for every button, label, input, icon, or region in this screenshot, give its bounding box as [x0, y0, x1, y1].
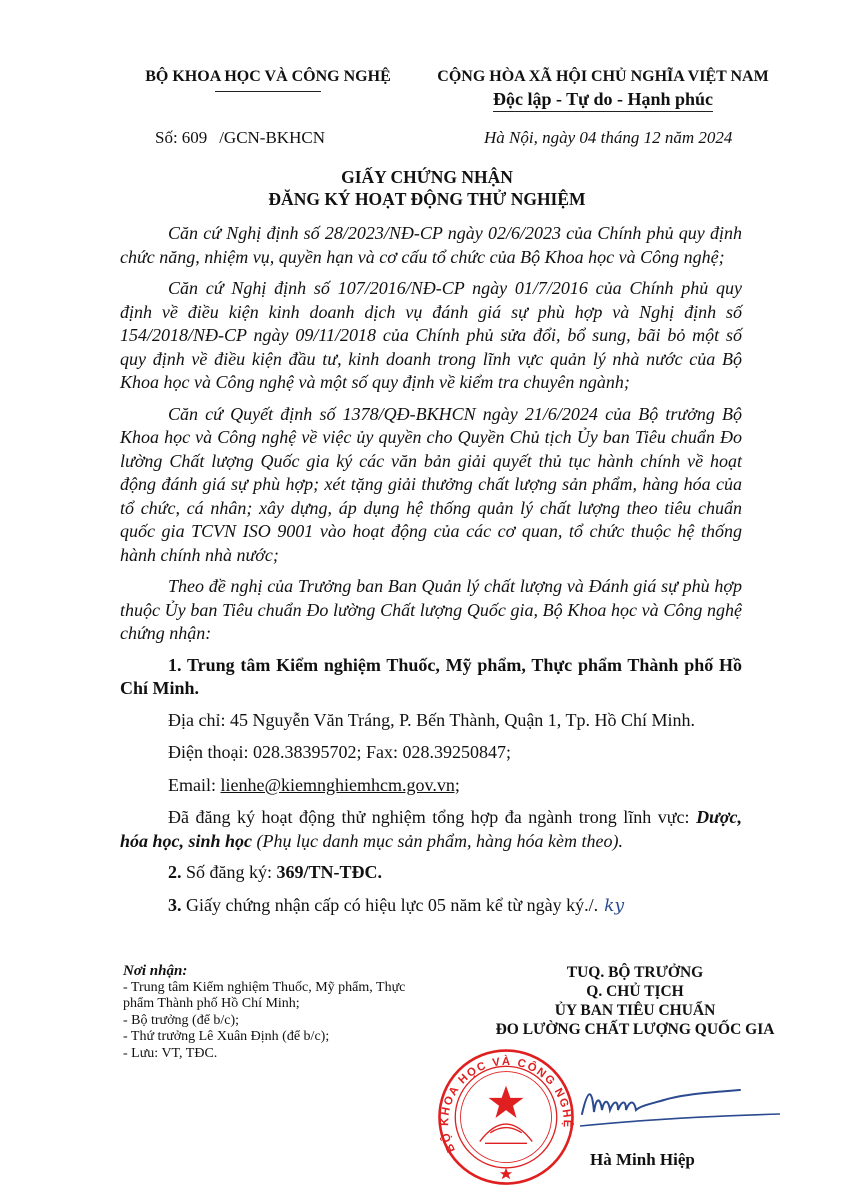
document-title — [100, 166, 754, 210]
organization-phone-fax: Điện thoại: 028.38395702; Fax: 028.39250847; — [168, 742, 511, 762]
reg-number-label: Số đăng ký: — [186, 862, 273, 882]
official-seal — [436, 1045, 576, 1190]
national-header — [418, 68, 788, 112]
place-and-date: Hà Nội, ngày 04 tháng 12 năm 2024 — [484, 128, 733, 147]
scope-text: Đã đăng ký hoạt động thử nghiệm tổng hợp đa ngành trong lĩnh vực: — [168, 807, 690, 827]
recipient-item: - Thứ trưởng Lê Xuân Định (để b/c); — [123, 1029, 330, 1044]
registration-number — [120, 861, 742, 885]
email-label: Email: — [168, 774, 216, 795]
recipients-block — [123, 963, 423, 1062]
email-link[interactable]: lienhe@kiemnghiemhcm.gov.vn; — [220, 774, 460, 795]
organization-address: Địa chỉ: 45 Nguyễn Văn Tráng, P. Bến Thành, Quận 1, Tp. Hồ Chí Minh. — [168, 709, 695, 730]
organization-email — [120, 774, 742, 798]
ministry-name: BỘ KHOA HỌC VÀ CÔNG NGHỆ — [145, 68, 391, 85]
reg-number-value: 369/TN-TĐC. — [276, 862, 383, 882]
issuing-authority — [118, 68, 418, 92]
doc-number-suffix: /GCN-BKHCN — [219, 128, 325, 147]
preamble-paragraph: Căn cứ Quyết định số 1378/QĐ-BKHCN ngày 21/6/2024 của Bộ trưởng Bộ Khoa học và Công nghệ về việc ủy quyền cho Quyền Chủ tịch Ủy ban Tiêu chuẩn Đo lường Chất lượng Quốc gia ký các văn bản giải quyết thủ tục hành chính về hoạt động đánh giá sự phù hợp; xét tặng giải thưởng chất lượng sản phẩm, hàng hóa của tổ chức, cá nhân; xây dựng, áp dụng hệ thống quản lý chất lượng theo tiêu chuẩn quốc gia TCVN ISO 9001 vào hoạt động của các cơ quan, tổ chức thuộc hệ thống hành chính nhà nước; — [120, 403, 742, 565]
signature-block — [470, 963, 800, 1039]
handwritten-signature — [580, 1080, 780, 1130]
signature-title-3: ỦY BAN TIÊU CHUẨN — [554, 1002, 716, 1019]
signature-title-1: TUQ. BỘ TRƯỞNG — [566, 964, 704, 981]
handwritten-initials: ky — [604, 895, 625, 916]
registration-scope — [120, 806, 742, 853]
title-line-1: GIẤY CHỨNG NHẬN — [341, 167, 513, 187]
doc-number-value: 609 — [181, 128, 208, 147]
signer-name: Hà Minh Hiệp — [590, 1150, 695, 1169]
scope-fields: Dược, hóa học, sinh học — [120, 807, 742, 851]
title-line-2: ĐĂNG KÝ HOẠT ĐỘNG THỬ NGHIỆM — [268, 189, 586, 209]
signature-title-2: Q. CHỦ TỊCH — [586, 983, 684, 1000]
document-number — [155, 128, 325, 148]
preamble-paragraph: Căn cứ Nghị định số 107/2016/NĐ-CP ngày 01/7/2016 của Chính phủ quy định về điều kiện kinh doanh dịch vụ đánh giá sự phù hợp và Nghị định số 154/2018/NĐ-CP ngày 09/11/2018 của Chính phủ sửa đổi, bổ sung, bãi bỏ một số quy định về điều kiện đầu tư, kinh doanh trong lĩnh vực quản lý nhà nước của Bộ Khoa học và Công nghệ và một số quy định về kiểm tra chuyên ngành; — [120, 278, 742, 392]
validity-text: Giấy chứng nhận cấp có hiệu lực 05 năm kể từ ngày ký./. — [186, 894, 599, 915]
seal-text: BỘ KHOA HỌC VÀ CÔNG NGHỆ — [439, 1055, 573, 1155]
validity-item-number: 3. — [168, 894, 182, 915]
recipients-heading: Nơi nhận: — [123, 963, 188, 979]
doc-number-prefix: Số: — [155, 128, 178, 147]
preamble-paragraph: Theo đề nghị của Trưởng ban Ban Quản lý chất lượng và Đánh giá sự phù hợp thuộc Ủy ban Tiêu chuẩn Đo lường Chất lượng Quốc gia, Bộ Khoa học và Công nghệ chứng nhận: — [120, 576, 742, 643]
preamble-paragraph: Căn cứ Nghị định số 28/2023/NĐ-CP ngày 02/6/2023 của Chính phủ quy định chức năng, nhiệm vụ, quyền hạn và cơ cấu tổ chức của Bộ Khoa học và Công nghệ; — [120, 223, 742, 267]
validity-statement — [120, 894, 742, 919]
document-body — [120, 222, 742, 927]
organization-name: 1. Trung tâm Kiểm nghiệm Thuốc, Mỹ phẩm, Thực phẩm Thành phố Hồ Chí Minh. — [120, 654, 742, 698]
ministry-underline — [215, 91, 321, 92]
recipient-item: - Trung tâm Kiểm nghiệm Thuốc, Mỹ phẩm, Thực phẩm Thành phố Hồ Chí Minh; — [123, 979, 406, 1011]
recipient-item: - Bộ trưởng (để b/c); — [123, 1012, 240, 1028]
recipient-item: - Lưu: VT, TĐC. — [123, 1045, 218, 1061]
country-name: CỘNG HÒA XÃ HỘI CHỦ NGHĨA VIỆT NAM — [437, 68, 769, 85]
national-motto: Độc lập - Tự do - Hạnh phúc — [493, 89, 713, 112]
scope-note: (Phụ lục danh mục sản phẩm, hàng hóa kèm theo). — [256, 830, 623, 851]
reg-item-number: 2. — [168, 862, 182, 882]
signature-title-4: ĐO LƯỜNG CHẤT LƯỢNG QUỐC GIA — [495, 1021, 775, 1038]
